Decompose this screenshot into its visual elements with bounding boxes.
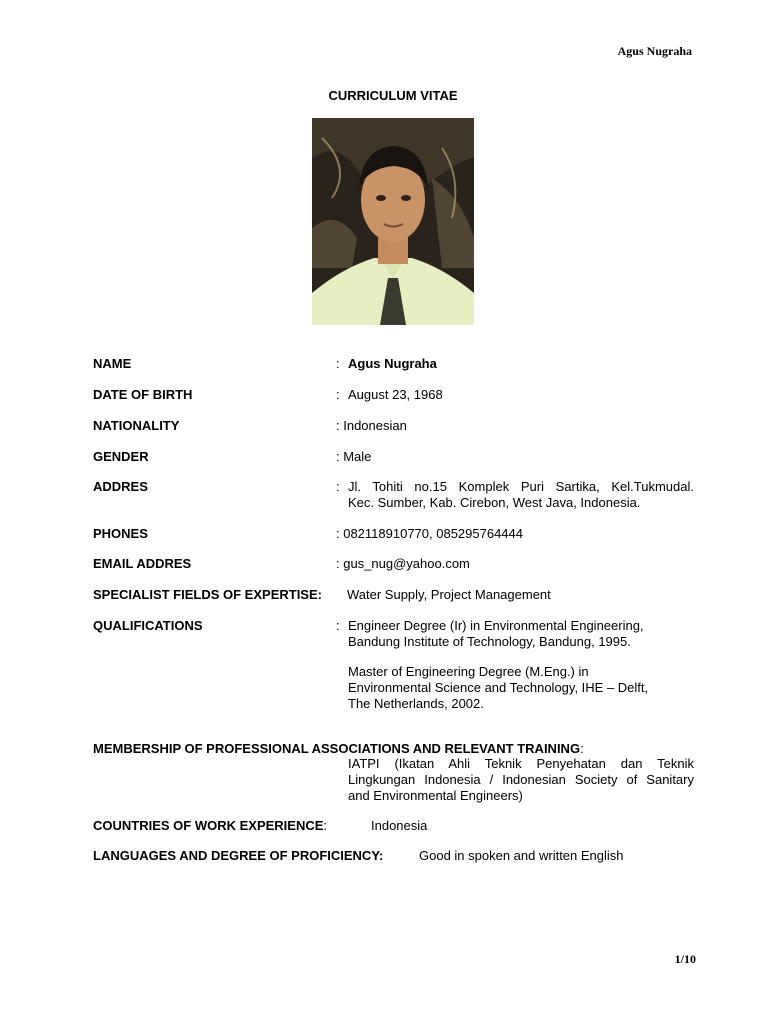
email-label: EMAIL ADDRES [93,556,192,571]
phones-label: PHONES [93,526,148,541]
countries-value: Indonesia [371,818,428,833]
qualification-1-line-2: Bandung Institute of Technology, Bandung, 1995. [348,634,631,649]
qualification-2-line-2: Environmental Science and Technology, IHE – Delft, [348,680,649,695]
profile-photo [312,118,474,325]
languages-value: Good in spoken and written English [419,848,624,863]
expertise-value: Water Supply, Project Management [347,587,551,602]
nationality-label: NATIONALITY [93,418,180,433]
languages-label: LANGUAGES AND DEGREE OF PROFICIENCY: [93,848,384,863]
address-label: ADDRES [93,479,148,494]
dob-colon: : [336,387,340,402]
expertise-label: SPECIALIST FIELDS OF EXPERTISE: [93,587,322,602]
membership-label [93,741,584,756]
membership-line-1: IATPI (Ikatan Ahli Teknik Penyehatan dan Teknik [348,756,694,771]
address-colon: : [336,479,340,494]
page-title: CURRICULUM VITAE [328,88,458,103]
name-label: NAME [93,356,132,371]
membership-line-3: and Environmental Engineers) [348,788,523,803]
gender-value: : Male [336,449,372,464]
qualification-2-line-3: The Netherlands, 2002. [348,696,484,711]
qualification-1-line-1: Engineer Degree (Ir) in Environmental Engineering, [348,618,644,633]
qualification-2-line-1: Master of Engineering Degree (M.Eng.) in [348,664,589,679]
name-value: Agus Nugraha [348,356,437,371]
address-line-1: Jl. Tohiti no.15 Komplek Puri Sartika, Kel.Tukmudal. [348,479,694,494]
countries-label [93,818,327,833]
header-name: Agus Nugraha [617,44,692,58]
name-colon: : [336,356,340,371]
nationality-value: : Indonesian [336,418,407,433]
membership-label-text: MEMBERSHIP OF PROFESSIONAL ASSOCIATIONS AND RELEVANT TRAINING [93,741,581,756]
email-value: : gus_nug@yahoo.com [336,556,470,571]
qualifications-colon: : [336,618,340,633]
countries-colon: : [323,818,328,833]
qualifications-label: QUALIFICATIONS [93,618,203,633]
dob-value: August 23, 1968 [348,387,443,402]
membership-line-2: Lingkungan Indonesia / Indonesian Society of Sanitary [348,772,694,787]
countries-label-text: COUNTRIES OF WORK EXPERIENCE [93,818,324,833]
phones-value: : 082118910770, 085295764444 [336,526,524,541]
membership-colon: : [580,741,584,756]
page-number: 1/10 [674,952,696,966]
gender-label: GENDER [93,449,149,464]
dob-label: DATE OF BIRTH [93,387,193,402]
address-line-2: Kec. Sumber, Kab. Cirebon, West Java, Indonesia. [348,495,641,510]
